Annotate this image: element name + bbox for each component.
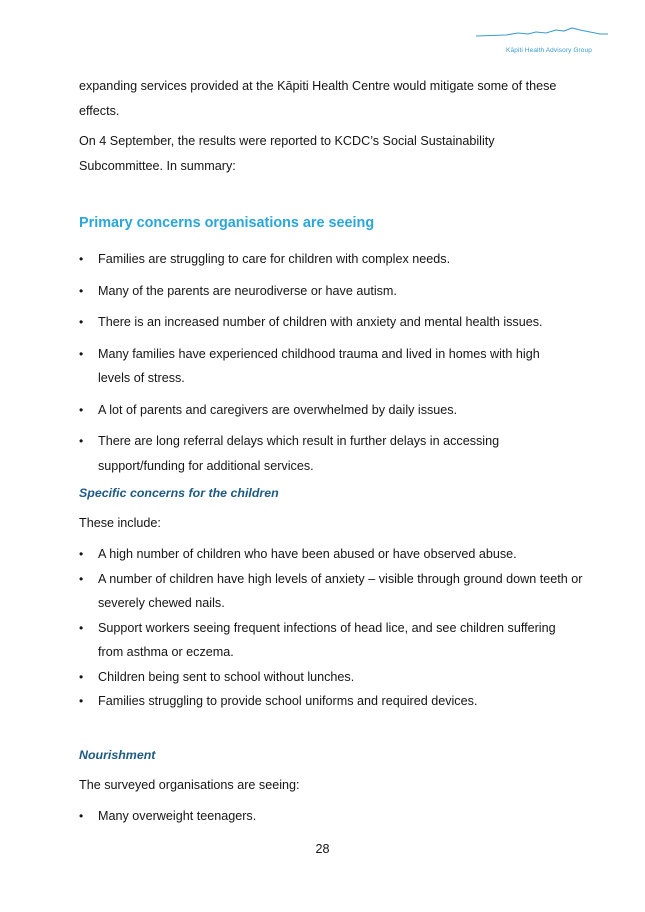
- list-item: • There are long referral delays which result in further delays in accessing support/funding for additional services.: [79, 429, 518, 478]
- bullet-icon: •: [79, 669, 84, 684]
- list-item: • Families are struggling to care for children with complex needs.: [79, 247, 579, 272]
- bullet-icon: •: [79, 283, 84, 298]
- list-item: • A number of children have high levels of anxiety – visible through ground down teeth or severely chewed nails.: [79, 567, 584, 616]
- list-item: • Many of the parents are neurodiverse or have autism.: [79, 279, 579, 304]
- primary-concerns-list: [79, 247, 579, 478]
- list-item: • A lot of parents and caregivers are overwhelmed by daily issues.: [79, 398, 579, 423]
- logo-text: Kāpiti Health Advisory Group: [506, 47, 592, 54]
- page-number: 28: [315, 842, 330, 856]
- nourishment-list: [79, 804, 579, 829]
- children-intro: These include:: [79, 516, 161, 530]
- list-item: • A high number of children who have been abused or have observed abuse.: [79, 542, 579, 567]
- list-item: • Families struggling to provide school uniforms and required devices.: [79, 689, 579, 714]
- subheading-nourishment: Nourishment: [79, 748, 156, 762]
- nourishment-intro: The surveyed organisations are seeing:: [79, 778, 300, 792]
- intro-section: [79, 74, 579, 178]
- list-item: • Many overweight teenagers.: [79, 804, 579, 829]
- intro-paragraph-2: On 4 September, the results were reported to KCDC’s Social Sustainability Subcommittee. In summary:: [79, 134, 495, 173]
- mountain-line-icon: [476, 22, 608, 46]
- section-heading-primary-concerns: Primary concerns organisations are seeing: [79, 215, 375, 231]
- bullet-icon: •: [79, 694, 84, 708]
- list-item: • Children being sent to school without lunches.: [79, 665, 579, 690]
- children-concerns-list: [79, 542, 583, 714]
- bullet-icon: •: [79, 252, 84, 266]
- list-item: • There is an increased number of children with anxiety and mental health issues.: [79, 310, 579, 335]
- bullet-icon: •: [79, 571, 84, 586]
- intro-paragraph-1: expanding services provided at the Kāpiti Health Centre would mitigate some of these effects.: [79, 79, 557, 118]
- bullet-icon: •: [79, 402, 84, 417]
- bullet-icon: •: [79, 620, 84, 635]
- bullet-icon: •: [79, 346, 84, 361]
- bullet-icon: •: [79, 434, 84, 448]
- header-logo: [476, 22, 608, 58]
- subheading-children-concerns: Specific concerns for the children: [79, 486, 279, 500]
- list-item: • Many families have experienced childhood trauma and lived in homes with high levels of stress.: [79, 342, 553, 391]
- bullet-icon: •: [79, 809, 84, 823]
- bullet-icon: •: [79, 547, 84, 561]
- list-item: • Support workers seeing frequent infections of head lice, and see children suffering from asthma or eczema.: [79, 616, 584, 665]
- bullet-icon: •: [79, 315, 84, 329]
